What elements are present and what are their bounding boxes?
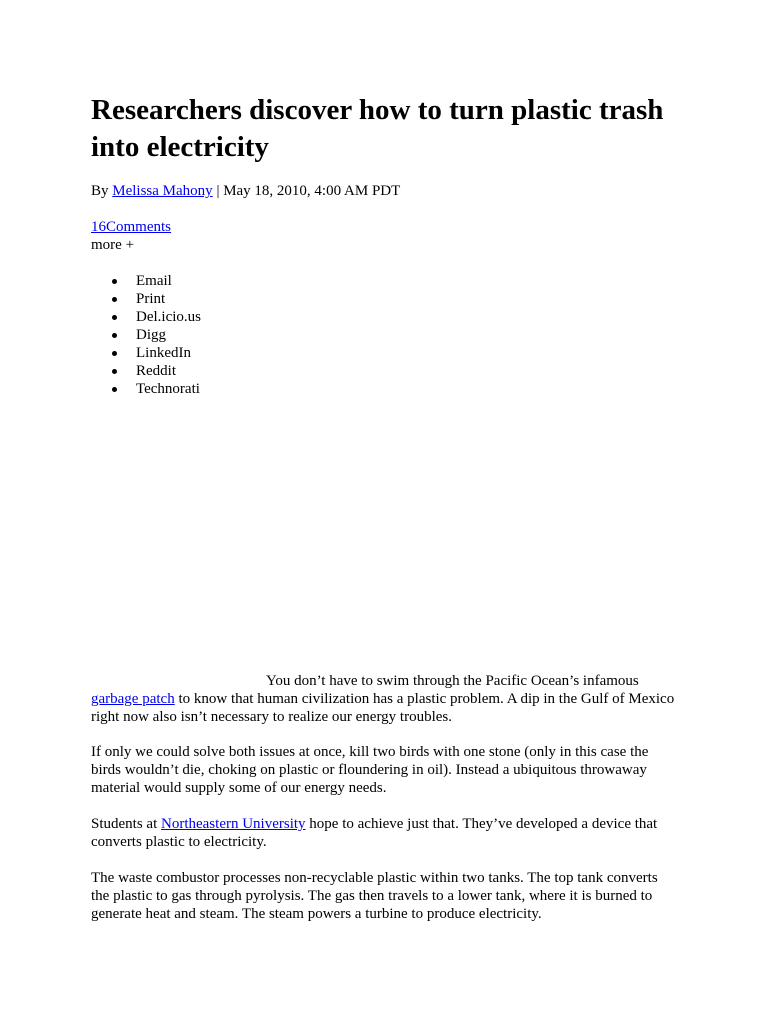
bullet-icon <box>112 351 117 356</box>
share-item-label: Technorati <box>136 381 200 397</box>
paragraph-line: right now also isn’t necessary to realize our energy troubles. <box>91 709 453 725</box>
comments-link[interactable]: 16Comments <box>91 219 172 235</box>
paragraph-2 <box>91 743 691 797</box>
share-list <box>91 272 201 398</box>
paragraph-text: to know that human civilization has a plastic problem. A dip in the Gulf of Mexico <box>174 691 675 707</box>
share-item-linkedin[interactable] <box>91 344 201 362</box>
byline <box>91 182 400 200</box>
share-item-email[interactable] <box>91 272 201 290</box>
bullet-icon <box>112 297 117 302</box>
paragraph-1 <box>91 672 691 726</box>
paragraph-line: material would supply some of our energy needs. <box>91 780 387 796</box>
author-link[interactable]: Melissa Mahony <box>112 183 213 199</box>
paragraph-line <box>91 690 691 708</box>
paragraph-4 <box>91 869 691 923</box>
paragraph-line: converts plastic to electricity. <box>91 834 267 850</box>
paragraph-line: the plastic to gas through pyrolysis. The gas then travels to a lower tank, where it is burned to <box>91 888 653 904</box>
share-item-label: LinkedIn <box>136 345 191 361</box>
share-item-label: Print <box>136 291 166 307</box>
paragraph-line: The waste combustor processes non-recyclable plastic within two tanks. The top tank converts <box>91 870 658 886</box>
paragraph-3 <box>91 815 691 851</box>
paragraph-line <box>91 815 691 833</box>
bullet-icon <box>112 315 117 320</box>
paragraph-line: birds wouldn’t die, choking on plastic or floundering in oil). Instead a ubiquitous throwaway <box>91 762 647 778</box>
share-item-reddit[interactable] <box>91 362 201 380</box>
paragraph-line: generate heat and steam. The steam powers a turbine to produce electricity. <box>91 906 542 922</box>
share-item-technorati[interactable] <box>91 380 201 398</box>
paragraph-text: hope to achieve just that. They’ve developed a device that <box>305 816 658 832</box>
share-item-label: Del.icio.us <box>136 309 201 325</box>
share-item-print[interactable] <box>91 290 201 308</box>
garbage-patch-link[interactable]: garbage patch <box>91 691 175 707</box>
bullet-icon <box>112 387 117 392</box>
more-toggle[interactable]: more + <box>91 237 135 253</box>
comments-row <box>91 218 171 236</box>
paragraph-text: Students at <box>91 816 161 832</box>
northeastern-university-link[interactable]: Northeastern University <box>161 816 306 832</box>
bullet-icon <box>112 369 117 374</box>
byline-prefix: By <box>91 183 113 199</box>
byline-date: | May 18, 2010, 4:00 AM PDT <box>212 183 401 199</box>
share-item-digg[interactable] <box>91 326 201 344</box>
bullet-icon <box>112 279 117 284</box>
paragraph-line: You don’t have to swim through the Pacific Ocean’s infamous <box>266 673 639 689</box>
share-item-delicious[interactable] <box>91 308 201 326</box>
share-item-label: Digg <box>136 327 166 343</box>
share-item-label: Email <box>136 273 172 289</box>
share-item-label: Reddit <box>136 363 176 379</box>
article-title: Researchers discover how to turn plastic trash into electricity <box>91 94 664 163</box>
bullet-icon <box>112 333 117 338</box>
paragraph-line: If only we could solve both issues at once, kill two birds with one stone (only in this case the <box>91 744 649 760</box>
